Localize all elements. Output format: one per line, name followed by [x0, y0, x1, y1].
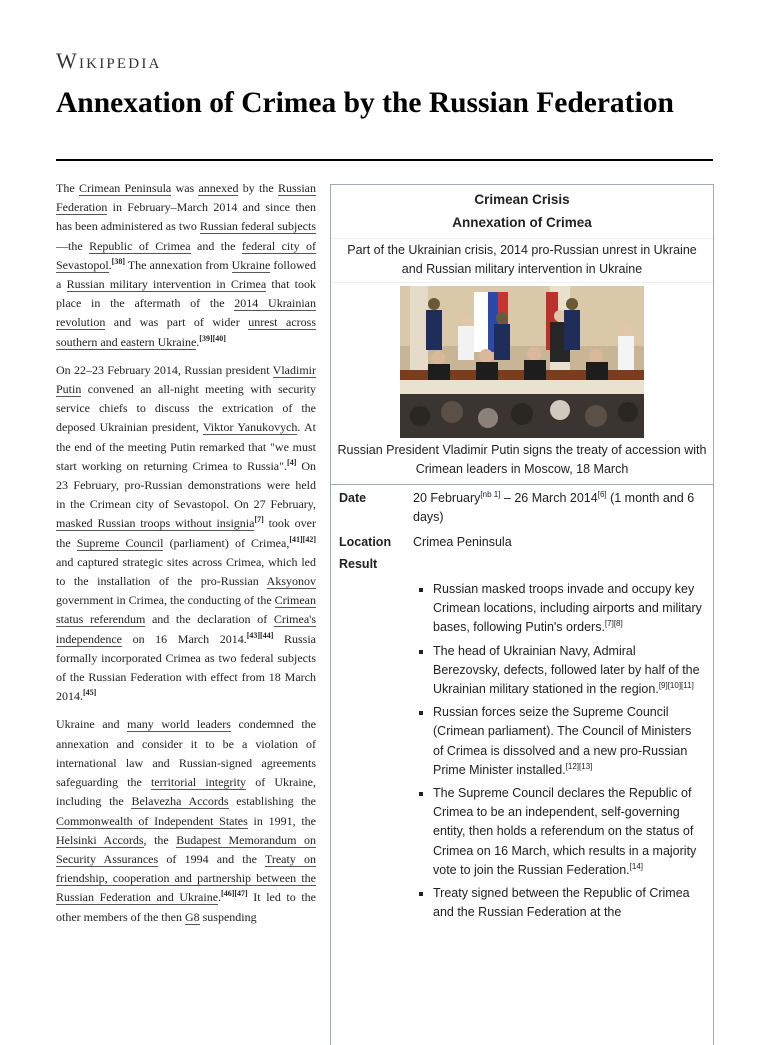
result-text: Russian masked troops invade and occupy key Crimean locations, including airports and military bases, following Putin's orders. [433, 582, 702, 635]
infobox-header [331, 185, 713, 239]
article-text: on 16 March 2014. [121, 631, 247, 646]
article-link[interactable]: Viktor Yanukovych [202, 420, 298, 435]
footnote-ref[interactable]: [38] [111, 256, 125, 266]
footnote-ref[interactable]: [41][42] [289, 534, 316, 544]
article-paragraph [56, 715, 316, 926]
location-value: Crimea Peninsula [413, 535, 512, 549]
article-text: . At the end of the meeting Putin remarked that "we must start working on returning Crimea to Russia". [56, 420, 317, 473]
result-text: The Supreme Council declares the Republic of Crimea to be an independent, self-governing entity, then holds a referendum on the status of Crimea on 16 March, which results in a majority vote to join the Russian Federation. [433, 786, 697, 877]
location-label: Location [339, 535, 392, 549]
date-value [413, 489, 713, 527]
result-item [433, 580, 703, 638]
result-label: Result [339, 557, 378, 571]
date-end: – 26 March 2014 [500, 491, 598, 505]
infobox [330, 184, 714, 1045]
article-text: and the declaration of [145, 612, 274, 627]
article-text: Ukraine and [56, 717, 128, 732]
article-link[interactable]: Ukraine [231, 257, 271, 272]
article-text: followed a [56, 257, 316, 292]
article-link[interactable]: Russian federal subjects [199, 219, 317, 234]
footnote-ref[interactable]: [7][8] [604, 619, 623, 629]
article-text: —the [56, 238, 90, 253]
article-text: that took place in the aftermath of the [56, 277, 317, 311]
article-text: establishing the [228, 794, 317, 809]
infobox-title: Crimean Crisis [474, 192, 570, 207]
article-text: took over the [56, 516, 316, 550]
wikipedia-logo[interactable]: Wikipedia [56, 48, 162, 73]
article-link[interactable]: unrest across southern and eastern Ukraine [56, 315, 316, 349]
infobox-context: Part of the Ukrainian crisis, 2014 pro-Russian unrest in Ukraine and Russian military intervention in Ukraine [331, 239, 713, 283]
article-text: (parliament) of Crimea, [163, 535, 290, 550]
article-text: in 1991, the [247, 813, 316, 828]
article-link[interactable]: Crimea's independence [56, 612, 316, 646]
article-text: was [171, 181, 199, 195]
article-text: . [218, 890, 222, 905]
article-text: . [108, 257, 112, 272]
result-list [331, 580, 713, 922]
page-title: Annexation of Crimea by the Russian Federation [56, 87, 674, 119]
article-link[interactable]: Aksyonov [266, 574, 316, 589]
article-link[interactable]: federal city of Sevastopol [56, 238, 317, 272]
article-text: and was part of wider [105, 315, 249, 330]
article-link[interactable]: masked Russian troops without insignia [56, 516, 255, 531]
article-link[interactable]: Crimean Peninsula [78, 181, 172, 195]
article-text: government in Crimea, the conducting of the [56, 593, 275, 608]
article-text: The [56, 181, 79, 195]
footnote-ref[interactable]: [9][10][11] [658, 680, 694, 690]
article-link[interactable]: Russian Federation [56, 181, 317, 215]
article-text: condemned the annexation and consider it to be a violation of international law and Russian-signed agreements safeguarding the [56, 717, 316, 790]
article-text: On 22–23 February 2014, Russian president [56, 362, 273, 377]
result-text: Russian forces seize the Supreme Council (Crimean parliament). The Council of Ministers of Crimea is dissolved and a new pro-Russian Prime Minister installed. [433, 705, 692, 777]
article-text: It led to the other members of the then [56, 890, 317, 924]
article-text: . [196, 334, 200, 349]
infobox-row-result [331, 554, 713, 576]
article-link[interactable]: G8 [184, 909, 200, 924]
infobox-row-location [331, 529, 713, 554]
article-text: of 1994 and the [158, 851, 265, 866]
article-text: of Ukraine, including the [56, 775, 317, 809]
footnote-ref[interactable]: [nb 1] [480, 489, 501, 499]
date-label: Date [339, 491, 367, 505]
result-text: Treaty signed between the Republic of Crimea and the Russian Federation at the [433, 886, 690, 920]
article-link[interactable]: territorial integrity [150, 775, 247, 790]
title-divider [56, 159, 713, 161]
footnote-ref[interactable]: [39][40] [199, 333, 226, 343]
article-text: , the [143, 832, 177, 847]
article-link[interactable]: Crimean status referendum [56, 593, 316, 627]
article-text: in February–March 2014 and since then has been administered as two [56, 200, 316, 234]
result-item [433, 642, 703, 700]
article-text: and the [190, 238, 242, 253]
article-link[interactable]: 2014 Ukrainian revolution [56, 296, 317, 330]
result-item [433, 784, 703, 880]
article-link[interactable]: Commonwealth of Independent States [56, 813, 248, 828]
article-text: convened an all-night meeting with security service chiefs to discuss the extrication of the deposed Ukrainian president, [56, 382, 316, 435]
article-text: Russia formally incorporated Crimea as two federal subjects of the Russian Federation with effect from 18 March 2014. [56, 631, 316, 704]
result-item [433, 884, 703, 922]
article-text: by the [238, 181, 278, 195]
infobox-subtitle: Annexation of Crimea [452, 215, 592, 230]
footnote-ref[interactable]: [14] [629, 861, 643, 871]
article-link[interactable]: Russian military intervention in Crimea [66, 277, 267, 292]
treaty-signing-photo [400, 286, 644, 438]
article-link[interactable]: Republic of Crimea [89, 238, 191, 253]
footnote-ref[interactable]: [45] [83, 688, 97, 698]
infobox-image[interactable] [331, 283, 713, 438]
date-start: 20 February [413, 491, 481, 505]
article-text: On 23 February, pro-Russian demonstrations were held in the Crimean city of Sevastopol. On 27 February, [56, 458, 316, 512]
article-link[interactable]: Supreme Council [76, 535, 164, 550]
footnote-ref[interactable]: [46][47] [221, 889, 248, 899]
footnote-ref[interactable]: [7] [254, 515, 264, 525]
date-duration: (1 month and 6 days) [413, 491, 695, 524]
article-text: suspending [199, 909, 257, 924]
article-link[interactable]: Budapest Memorandum on Security Assurances [56, 832, 316, 866]
article-paragraph [56, 361, 316, 707]
article-link[interactable]: annexed [198, 181, 239, 195]
article-paragraph [56, 179, 316, 352]
footnote-ref[interactable]: [4] [287, 457, 297, 467]
infobox-caption: Russian President Vladimir Putin signs the treaty of accession with Crimean leaders in Moscow, 18 March [331, 438, 713, 485]
infobox-row-date [331, 485, 713, 529]
article-text: and captured strategic sites across Crimea, which led to the installation of the pro-Russian [56, 554, 316, 589]
footnote-ref[interactable]: [43][44] [246, 630, 274, 640]
article-link[interactable]: many world leaders [127, 717, 231, 732]
article-text: The annexation from [125, 257, 232, 272]
article-body [56, 179, 316, 936]
article-link[interactable]: Vladimir Putin [56, 362, 316, 397]
article-link[interactable]: Treaty on friendship, cooperation and partnership between the Russian Federation and Ukraine [56, 851, 317, 905]
footnote-ref[interactable]: [6] [597, 489, 607, 499]
article-link[interactable]: Helsinki Accords [56, 832, 144, 847]
result-item [433, 703, 703, 780]
footnote-ref[interactable]: [12][13] [565, 761, 593, 771]
result-text: The head of Ukrainian Navy, Admiral Berezovsky, defects, followed later by half of the Ukrainian military stationed in the region. [433, 643, 700, 697]
article-link[interactable]: Belavezha Accords [131, 794, 229, 809]
